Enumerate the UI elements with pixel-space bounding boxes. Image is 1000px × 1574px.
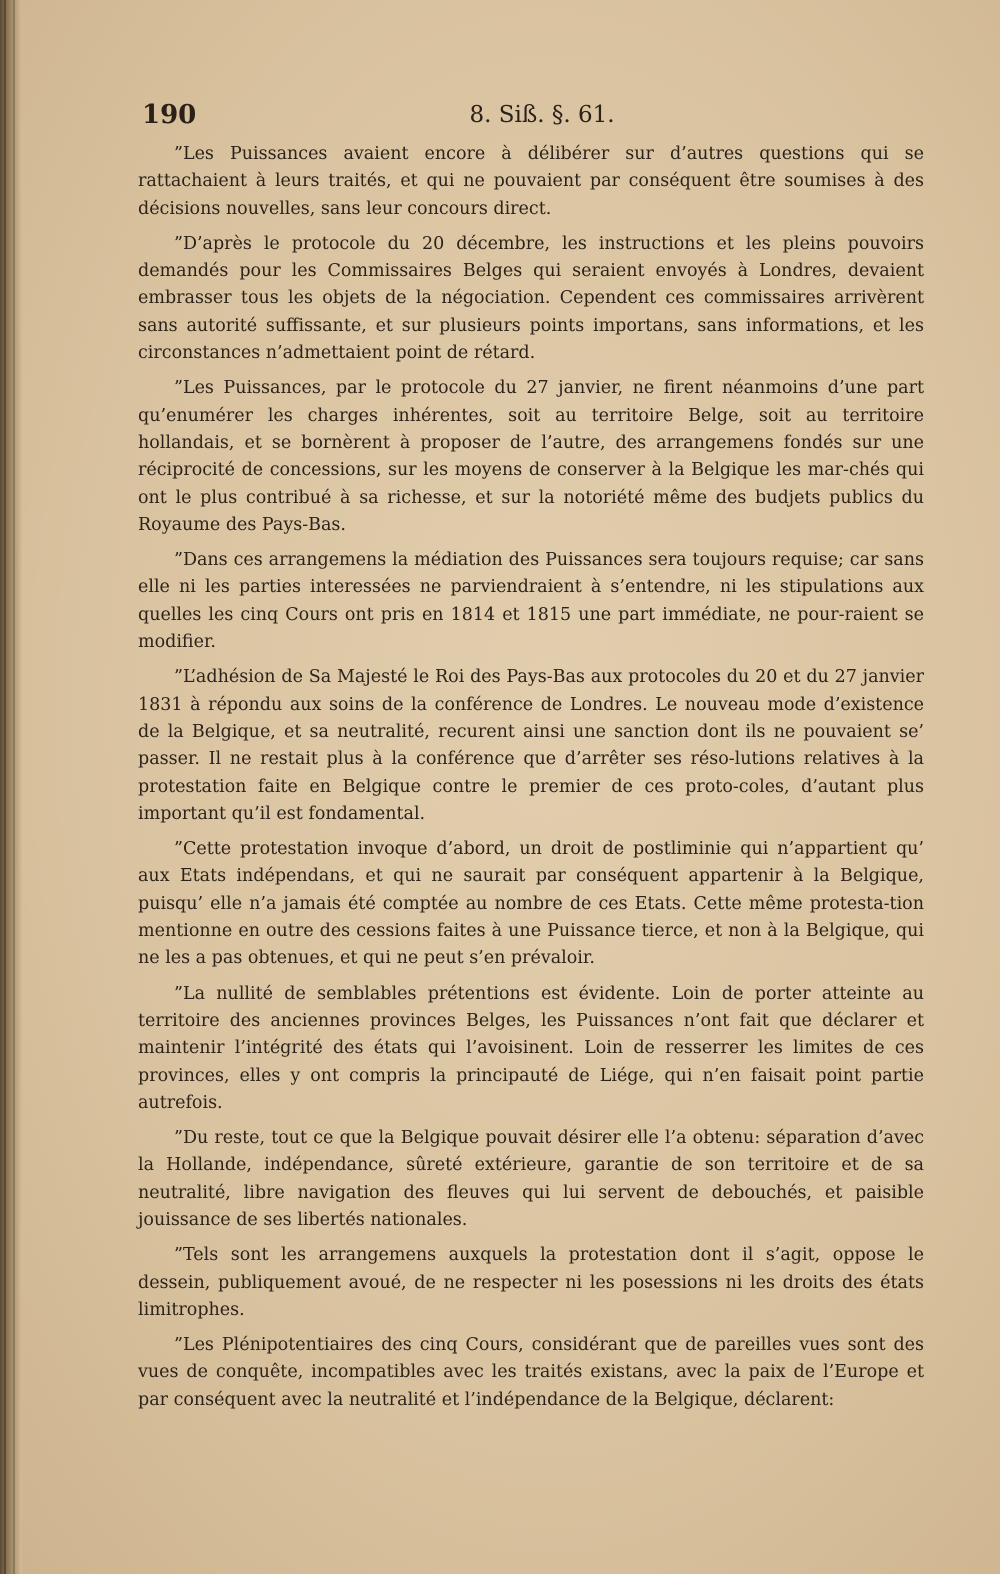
paragraph: ”Les Plénipotentiaires des cinq Cours, considérant que de pareilles vues sont des vues de conquête, incompatibles avec les traités existans, avec la paix de l’Europe et par conséquent avec la neutralité et l’indépendance de la Belgique, déclarent: — [138, 1335, 924, 1410]
paragraph: ”Cette protestation invoque d’abord, un droit de postliminie qui n’appartient qu’ aux Etats indépendans, et qui ne saurait par conséquent appartenir à la Belgique, puisqu’ elle n’a jamais été comptée au nombre de ces Etats. Cette même protesta-tion mentionne en outre des cessions faites à une Puissance tierce, et non à la Belgique, qui ne les a pas obtenues, et qui ne peut s’en prévaloir. — [138, 839, 924, 969]
running-head: 8. Siß. §. 61. — [469, 102, 615, 128]
paragraph: ”Les Puissances avaient encore à délibérer sur d’autres questions qui se rattachaient à leurs traités, et qui ne pouvaient par conséquent être soumises à des décisions nouvelles, sans leur concours direct. — [138, 144, 924, 219]
paragraph: ”Tels sont les arrangemens auxquels la protestation dont il s’agit, oppose le dessein, publiquement avoué, de ne respecter ni les posessions ni les droits des états limitrophes. — [138, 1245, 924, 1320]
page-header — [142, 100, 922, 140]
gutter-line — [4, 0, 6, 1574]
gutter-line — [13, 0, 15, 1574]
paragraph: ”Les Puissances, par le protocole du 27 janvier, ne firent néanmoins d’une part qu’enumérer les charges inhérentes, soit au territoire Belge, soit au territoire hollandais, et se bornèrent à proposer de l’autre, des arrangemens fondés sur une réciprocité de concessions, sur les moyens de conserver à la Belgique les mar-chés qui ont le plus contribué à sa richesse, et sur la notoriété même des budjets publics du Royaume des Pays-Bas. — [138, 378, 924, 535]
body-text — [138, 141, 924, 1422]
paragraph: ”L’adhésion de Sa Majesté le Roi des Pays-Bas aux protocoles du 20 et du 27 janvier 1831 à répondu aux soins de la conférence de Londres. Le nouveau mode d’existence de la Belgique, et sa neutralité, recurent ainsi une sanction dont ils ne pouvaient se’ passer. Il ne restait plus à la conférence que d’arrêter ses réso-lutions relatives à la protestation faite en Belgique contre le premier de ces proto-coles, d’autant plus important qu’il est fondamental. — [138, 667, 924, 824]
page-number: 190 — [142, 100, 197, 130]
paragraph: ”D’après le protocole du 20 décembre, les instructions et les pleins pouvoirs demandés pour les Commissaires Belges qui seraient envoyés à Londres, devaient embrasser tous les objets de la négociation. Cependent ces commissaires arrivèrent sans autorité suffissante, et sur plusieurs points importans, sans informations, et les circonstances n’admettaient point de rétard. — [138, 233, 924, 364]
paragraph: ”La nullité de semblables prétentions est évidente. Loin de porter atteinte au territoire des anciennes provinces Belges, les Puissances n’ont fait que déclarer et maintenir l’intégrité des états qui l’avoisinent. Loin de resserrer les limites de ces provinces, elles y ont compris la principauté de Liége, qui n’en faisait point partie autrefois. — [138, 983, 924, 1113]
paragraph: ”Dans ces arrangemens la médiation des Puissances sera toujours requise; car sans elle ni les parties interessées ne parviendraient à s’entendre, ni les stipulations aux quelles les cinq Cours ont pris en 1814 et 1815 une part immédiate, ne pour-raient se modifier. — [138, 550, 924, 653]
paragraph: ”Du reste, tout ce que la Belgique pouvait désirer elle l’a obtenu: séparation d’avec la Hollande, indépendance, sûreté extérieure, garantie de son territoire et de sa neutralité, libre navigation des fleuves qui lui servent de debouchés, et paisible jouissance de ses libertés nationales. — [138, 1128, 924, 1230]
